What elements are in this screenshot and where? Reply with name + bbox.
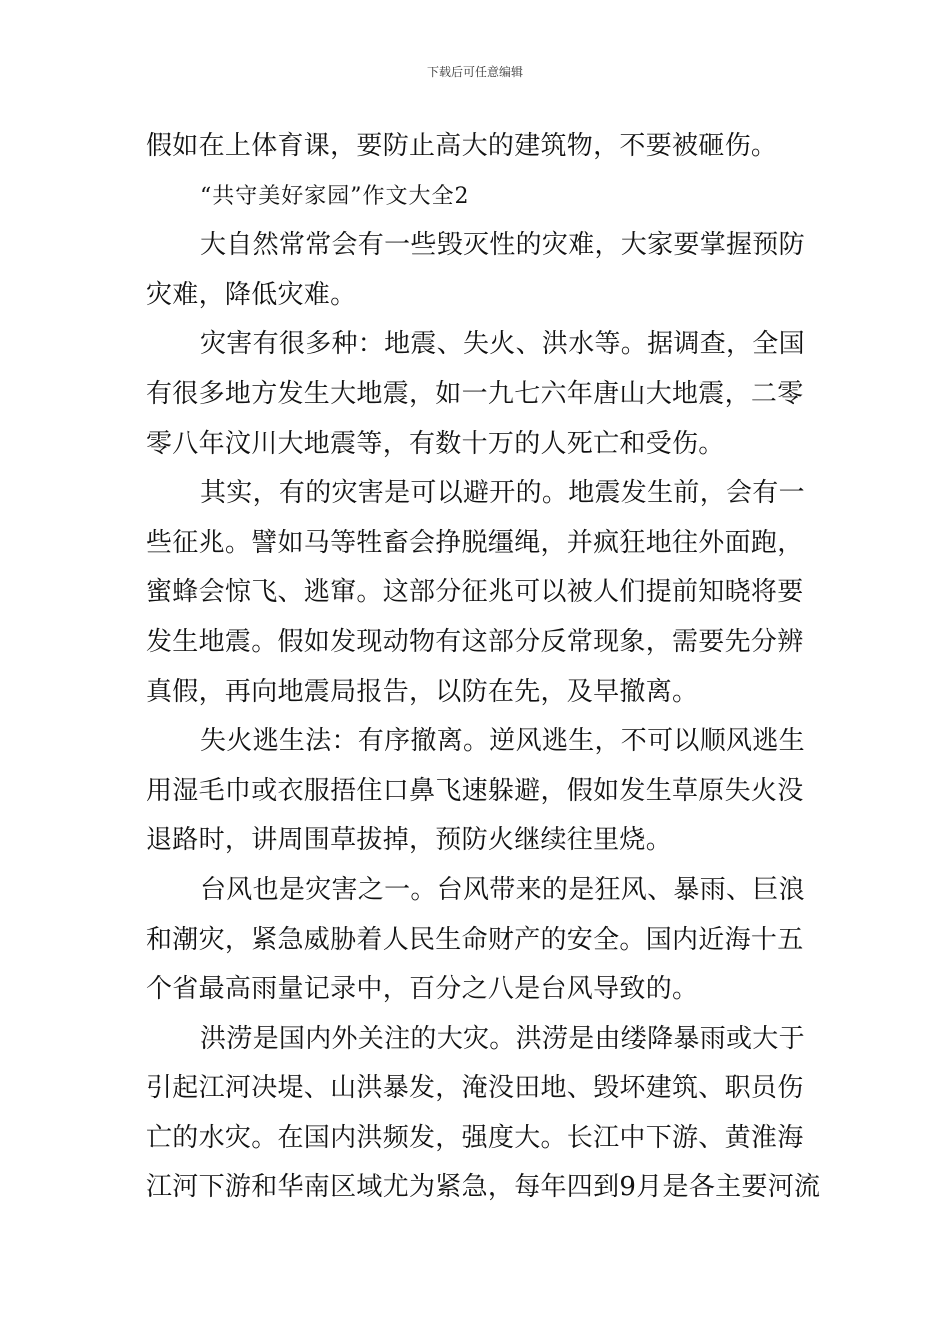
text-line: 有很多地方发生大地震，如一九七六年唐山大地震，二零 <box>146 378 804 409</box>
paragraph-start-line: 台风也是灾害之一。台风带来的是狂风、暴雨、巨浪 <box>200 874 805 905</box>
document-body <box>146 122 821 1213</box>
text-line: 退路时，讲周围草拔掉，预防火继续往里烧。 <box>146 825 673 856</box>
text-line: 发生地震。假如发现动物有这部分反常现象，需要先分辨 <box>146 626 804 657</box>
text-line: 零八年汶川大地震等，有数十万的人死亡和受伤。 <box>146 428 725 459</box>
text-line: 假如在上体育课，要防止高大的建筑物，不要被砸伤。 <box>146 131 778 161</box>
text-line: 个省最高雨量记录中，百分之八是台风导致的。 <box>146 974 699 1005</box>
text-line: 亡的水灾。在国内洪频发，强度大。长江中下游、黄淮海 <box>146 1122 804 1153</box>
text-line: 些征兆。譬如马等牲畜会挣脱缰绳，并疯狂地往外面跑， <box>146 527 804 558</box>
essay-subtitle: “共守美好家园”作文大全2 <box>200 183 470 209</box>
paragraph-start-line: 洪涝是国内外关注的大灾。洪涝是由缕降暴雨或大于 <box>200 1023 805 1054</box>
text-line: 蜜蜂会惊飞、逃窜。这部分征兆可以被人们提前知晓将要 <box>146 577 804 608</box>
text-line: 用湿毛巾或衣服捂住口鼻飞速躲避，假如发生草原失火没 <box>146 775 804 806</box>
text-line: 引起江河决堤、山洪暴发，淹没田地、毁坏建筑、职员伤 <box>146 1073 804 1104</box>
text-line: 江河下游和华南区域尤为紧急，每年四到9月是各主要河流 <box>146 1172 821 1203</box>
text-line: 和潮灾，紧急威胁着人民生命财产的安全。国内近海十五 <box>146 924 804 955</box>
paragraph-start-line: 失火逃生法：有序撤离。逆风逃生，不可以顺风逃生 <box>200 726 805 757</box>
text-line: 真假，再向地震局报告，以防在先，及早撤离。 <box>146 676 699 707</box>
paragraph-start-line: 其实，有的灾害是可以避开的。地震发生前，会有一 <box>200 478 805 509</box>
text-line: 灾难，降低灾难。 <box>146 279 357 310</box>
page-header: 下载后可任意编辑 <box>426 65 523 79</box>
paragraph-start-line: 灾害有很多种：地震、失火、洪水等。据调查，全国 <box>200 329 805 360</box>
paragraph-start-line: 大自然常常会有一些毁灭性的灾难，大家要掌握预防 <box>200 230 805 261</box>
